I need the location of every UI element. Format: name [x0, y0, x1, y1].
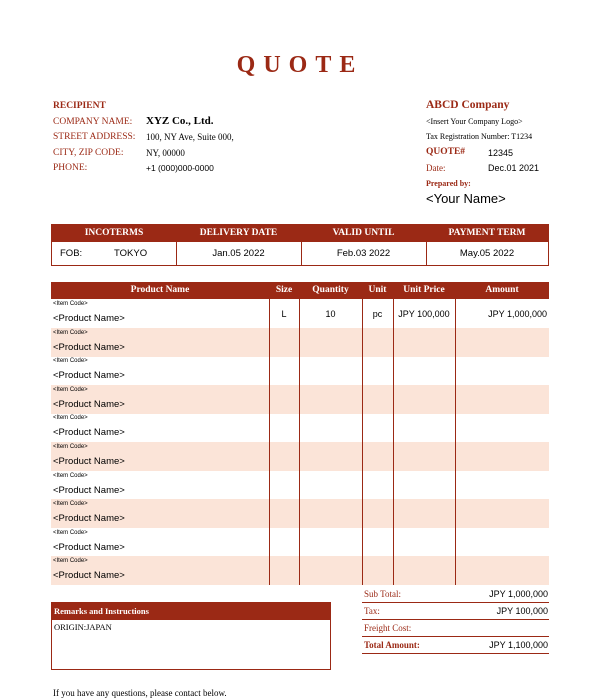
- incoterm-value: TOKYO: [114, 248, 148, 259]
- terms-table: [51, 224, 549, 266]
- table-row: [51, 413, 549, 442]
- item-code: <Item Code>: [53, 301, 88, 307]
- total-amount-label: Total Amount:: [364, 640, 420, 650]
- table-row: [51, 499, 549, 528]
- item-code: <Item Code>: [53, 358, 88, 365]
- item-size: L: [281, 309, 287, 319]
- tax-registration: Tax Registration Number: T1234: [426, 132, 533, 141]
- tax-divider: [362, 619, 549, 620]
- item-code: <Item Code>: [53, 501, 88, 508]
- product-name: <Product Name>: [53, 427, 125, 439]
- remarks-box: [51, 602, 331, 670]
- size-header: Size: [275, 285, 293, 295]
- freight-label: Freight Cost:: [364, 623, 412, 633]
- product-name: <Product Name>: [53, 484, 125, 496]
- city-zip-value: NY, 00000: [146, 148, 185, 158]
- table-row: [51, 385, 549, 414]
- street-address-label: STREET ADDRESS:: [53, 132, 136, 142]
- table-row: [51, 442, 549, 471]
- subtotal-value: JPY 1,000,000: [489, 589, 548, 599]
- item-unit: pc: [372, 309, 383, 319]
- product-name: <Product Name>: [53, 398, 125, 410]
- delivery-date-header: DELIVERY DATE: [176, 225, 301, 242]
- product-name: <Product Name>: [53, 456, 125, 467]
- remarks-body: ORIGIN:JAPAN: [54, 622, 112, 632]
- total-amount-value: JPY 1,100,000: [489, 640, 548, 650]
- subtotal-divider: [362, 602, 549, 603]
- incoterms-header: INCOTERMS: [52, 225, 176, 242]
- item-code: <Item Code>: [53, 558, 88, 565]
- item-code: <Item Code>: [53, 529, 88, 536]
- company-name: ABCD Company: [426, 99, 510, 111]
- valid-until-value: Feb.03 2022: [336, 248, 391, 259]
- recipient-heading: RECIPIENT: [53, 101, 106, 111]
- remarks-heading: Remarks and Instructions: [52, 603, 330, 620]
- table-row: [51, 356, 549, 385]
- amount-header: Amount: [485, 285, 519, 295]
- page-title: QUOTE: [236, 52, 364, 78]
- item-qty: 10: [325, 309, 336, 319]
- unit-price-header: Unit Price: [403, 285, 445, 295]
- company-logo-placeholder: <Insert Your Company Logo>: [426, 117, 523, 126]
- product-name: <Product Name>: [53, 513, 125, 525]
- phone-value: +1 (000)000-0000: [146, 163, 214, 173]
- table-row: [51, 328, 549, 357]
- item-code: <Item Code>: [53, 329, 88, 336]
- item-code: <Item Code>: [53, 444, 88, 450]
- product-name: <Product Name>: [53, 341, 125, 353]
- date-value: Dec.01 2021: [488, 163, 540, 173]
- quote-number-label: QUOTE#: [426, 147, 466, 157]
- item-code: <Item Code>: [53, 472, 88, 479]
- payment-term-value: May.05 2022: [459, 248, 515, 259]
- product-name: <Product Name>: [53, 541, 125, 553]
- quote-number-value: 12345: [488, 148, 514, 158]
- unit-header: Unit: [368, 285, 387, 295]
- table-row: [51, 556, 549, 585]
- item-price: JPY 100,000: [398, 309, 450, 319]
- total-divider: [362, 653, 549, 654]
- valid-until-header: VALID UNTIL: [301, 225, 426, 242]
- product-name: <Product Name>: [53, 313, 125, 324]
- prepared-by-label: Prepared by:: [426, 179, 471, 188]
- product-name: <Product Name>: [53, 570, 125, 582]
- payment-term-header: PAYMENT TERM: [426, 225, 548, 242]
- street-address-value: 100, NY Ave, Suite 000,: [146, 132, 234, 142]
- footer-note: If you have any questions, please contact below.: [53, 688, 227, 698]
- date-label: Date:: [426, 163, 446, 173]
- tax-label: Tax:: [364, 606, 380, 616]
- city-zip-label: CITY, ZIP CODE:: [53, 148, 124, 158]
- product-name: <Product Name>: [53, 370, 125, 382]
- table-row: [51, 299, 549, 328]
- item-code: <Item Code>: [53, 386, 88, 393]
- tax-value: JPY 100,000: [496, 606, 548, 616]
- product-name-header: Product Name: [130, 285, 190, 295]
- company-name-value: XYZ Co., Ltd.: [146, 115, 214, 127]
- incoterm-label: FOB:: [60, 248, 83, 259]
- table-row: [51, 471, 549, 500]
- item-amount: JPY 1,000,000: [488, 309, 547, 319]
- subtotal-label: Sub Total:: [364, 589, 401, 599]
- company-name-label: COMPANY NAME:: [53, 117, 133, 127]
- freight-divider: [362, 636, 549, 637]
- phone-label: PHONE:: [53, 163, 88, 173]
- delivery-date-value: Jan.05 2022: [212, 248, 265, 259]
- table-row: [51, 528, 549, 557]
- item-code: <Item Code>: [53, 415, 88, 422]
- quantity-header: Quantity: [312, 285, 349, 295]
- prepared-by-value: <Your Name>: [426, 191, 506, 206]
